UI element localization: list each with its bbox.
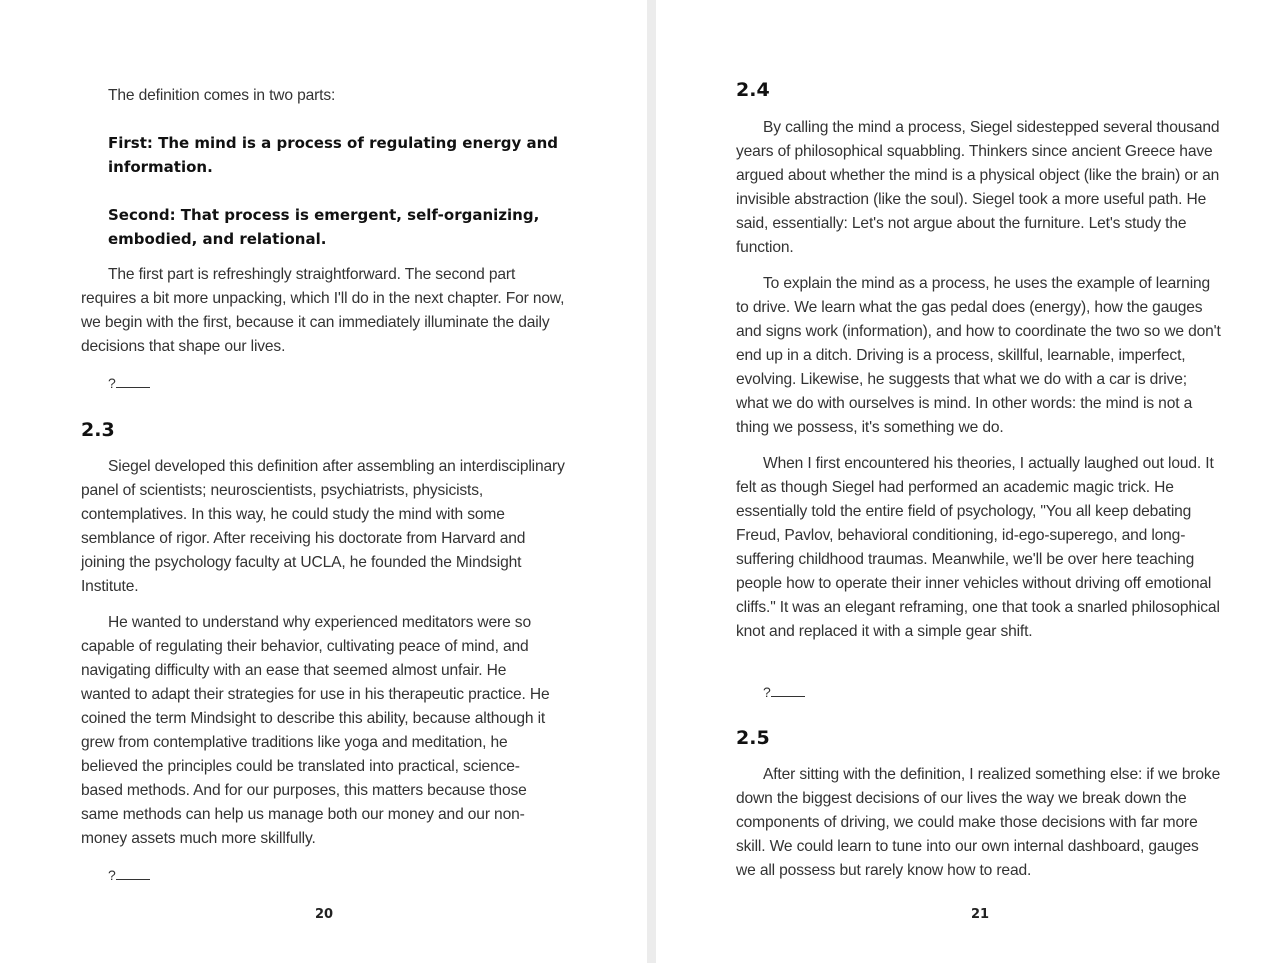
book-gutter <box>647 0 656 963</box>
paragraph-dashboard: After sitting with the definition, I realized something else: if we broke down the biggest decisions of our lives the way we break down the components of driving, we could make those decisions with far more skill. We could learn to tune into our own internal dashboard, gauges we all possess but rarely know how to read. <box>736 766 1221 879</box>
section-separator: ? <box>108 866 150 884</box>
section-heading-2-3: 2.3 <box>81 419 115 441</box>
second-definition: Second: That process is emergent, self-organizing, embodied, and relational. <box>108 206 540 248</box>
paragraph-meditators: He wanted to understand why experienced meditators were so capable of regulating their behavior, cultivating peace of mind, and navigating difficulty with an ease that seemed almost unfair. He wanted to adapt their strategies for use in his therapeutic practice. He coined the term Mindsight to describe this ability, because although it grew from contemplative traditions like yoga and meditation, he believed the principles could be translated into practical, science-based methods. And for our purposes, this matters because those same methods can help us manage both our money and our non-money assets much more skillfully. <box>81 614 550 847</box>
section-separator: ? <box>763 683 805 701</box>
section-separator: ? <box>108 374 150 392</box>
paragraph-first-part: The first part is refreshingly straightforward. The second part requires a bit more unpacking, which I'll do in the next chapter. For now, we begin with the first, because it can immediately illuminate the daily decisions that shape our lives. <box>81 266 565 355</box>
section-heading-2-4: 2.4 <box>736 79 770 101</box>
right-page <box>656 0 1287 963</box>
first-definition: First: The mind is a process of regulating energy and information. <box>108 134 558 176</box>
intro-text: The definition comes in two parts: <box>108 87 336 104</box>
separator-line <box>116 375 150 388</box>
separator-line <box>116 867 150 880</box>
section-heading-2-5: 2.5 <box>736 727 770 749</box>
paragraph-laughed: When I first encountered his theories, I actually laughed out loud. It felt as though Siegel had performed an academic magic trick. He essentially told the entire field of psychology, "You all keep debating Freud, Pavlov, behavioral conditioning, id-ego-superego, and long-suffering childhood traumas. Meanwhile, we'll be over here teaching people how to operate their inner vehicles without driving off emotional cliffs." It was an elegant reframing, one that took a snarled philosophical knot and replaced it with a simple gear shift. <box>736 455 1220 640</box>
paragraph-process: By calling the mind a process, Siegel sidestepped several thousand years of philosophical squabbling. Thinkers since ancient Greece have argued about whether the mind is a physical object (like the brain) or an invisible abstraction (like the soul). Siegel took a more useful path. He said, essentially: Let's not argue about the furniture. Let's study the function. <box>736 119 1220 256</box>
paragraph-drive: To explain the mind as a process, he uses the example of learning to drive. We learn what the gas pedal does (energy), how the gauges and signs work (information), and how to coordinate the two so we don't end up in a ditch. Driving is a process, skillful, learnable, imperfect, evolving. Likewise, he suggests that what we do with a car is drive; what we do with ourselves is mind. In other words: the mind is not a thing we possess, it's something we do. <box>736 275 1221 436</box>
separator-line <box>771 684 805 697</box>
paragraph-siegel: Siegel developed this definition after assembling an interdisciplinary panel of scientists; neuroscientists, psychiatrists, physicists, contemplatives. In this way, he could study the mind with some semblance of rigor. After receiving his doctorate from Harvard and joining the psychology faculty at UCLA, he founded the Mindsight Institute. <box>81 458 565 595</box>
page-number: 21 <box>970 907 990 922</box>
page-number: 20 <box>314 907 334 922</box>
